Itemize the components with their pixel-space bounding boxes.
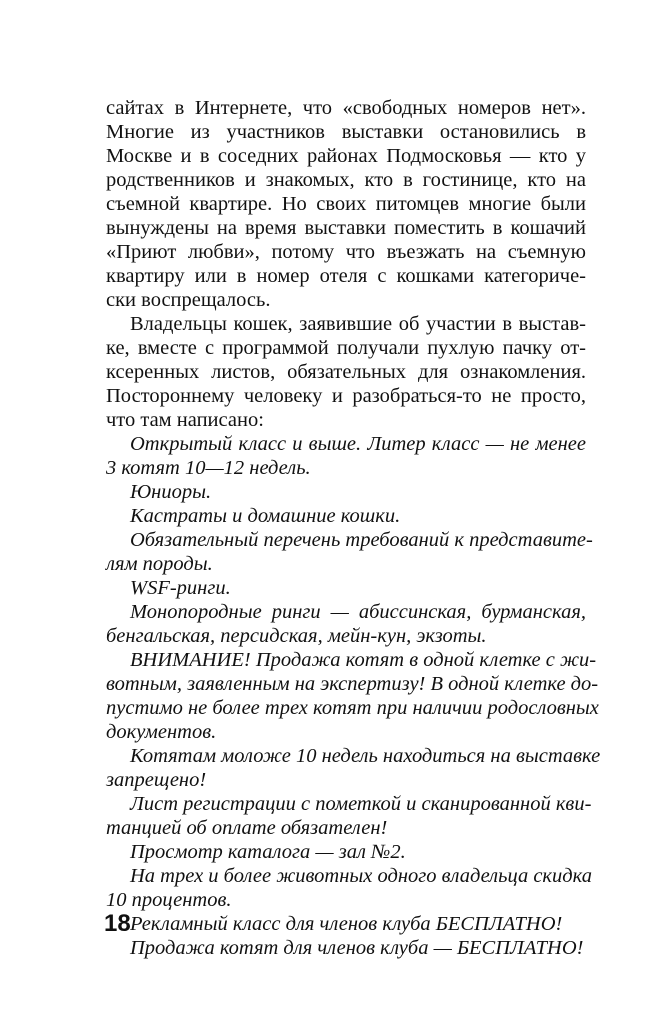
italic-line: Кастраты и домашние кошки. [130,505,401,527]
italic-line: вотным, заявленным на экспертизу! В одной клетке до- [106,673,599,695]
italic-line: Котятам моложе 10 недель находиться на выставке [130,745,601,767]
italic-line: Обязательный перечень требований к представите- [130,529,593,551]
text-line: Многие из участников выставки остановились в [106,121,586,143]
italic-line: Рекламный класс для членов клуба БЕСПЛАТНО! [130,913,563,935]
italic-line: бенгальская, персидская, мейн-кун, экзоты. [106,625,487,647]
page-number: 18 [104,910,131,937]
text-line: сайтах в Интернете, что «свободных номеров нет». [106,97,586,119]
italic-line: лям породы. [106,553,213,575]
italic-line: Просмотр каталога — зал №2. [130,841,406,863]
italic-line: 10 процентов. [106,889,232,911]
text-line: «Приют любви», потому что въезжать на съемную [106,241,586,263]
italic-line: Открытый класс и выше. Литер класс — не менее [130,433,586,455]
text-line: Постороннему человеку и разобраться-то не просто, [106,385,586,407]
text-line: съемной квартире. Но своих питомцев многие были [106,193,586,215]
italic-line: 3 котят 10—12 недель. [106,457,311,479]
italic-line: ВНИМАНИЕ! Продажа котят в одной клетке с жи- [130,649,597,671]
text-line: ке, вместе с программой получали пухлую пачку от- [106,337,586,359]
italic-line: документов. [106,721,217,743]
text-line: ски воспрещалось. [106,289,271,311]
text-line: родственников и знакомых, кто в гостинице, кто на [106,169,586,191]
italic-line: танцией об оплате обязателен! [106,817,388,839]
italic-line: Монопородные ринги — абиссинская, бурманская, [130,601,586,623]
italic-line: Продажа котят для членов клуба — БЕСПЛАТНО! [130,937,584,959]
italic-line: пустимо не более трех котят при наличии родословных [106,697,599,719]
italic-line: На трех и более животных одного владельца скидка [130,865,592,887]
text-line: квартиру или в номер отеля с кошками категориче- [106,265,586,287]
text-line: ксеренных листов, обязательных для ознакомления. [106,361,586,383]
italic-line: запрещено! [106,769,207,791]
text-line: Владельцы кошек, заявившие об участии в выстав- [130,313,586,335]
italic-line: WSF-ринги. [130,577,231,599]
text-line: что там написано: [106,409,264,431]
italic-line: Юниоры. [130,481,212,503]
text-line: Москве и в соседних районах Подмосковья — кто у [106,145,586,167]
italic-line: Лист регистрации с пометкой и сканированной кви- [130,793,592,815]
text-line: вынуждены на время выставки поместить в кошачий [106,217,586,239]
